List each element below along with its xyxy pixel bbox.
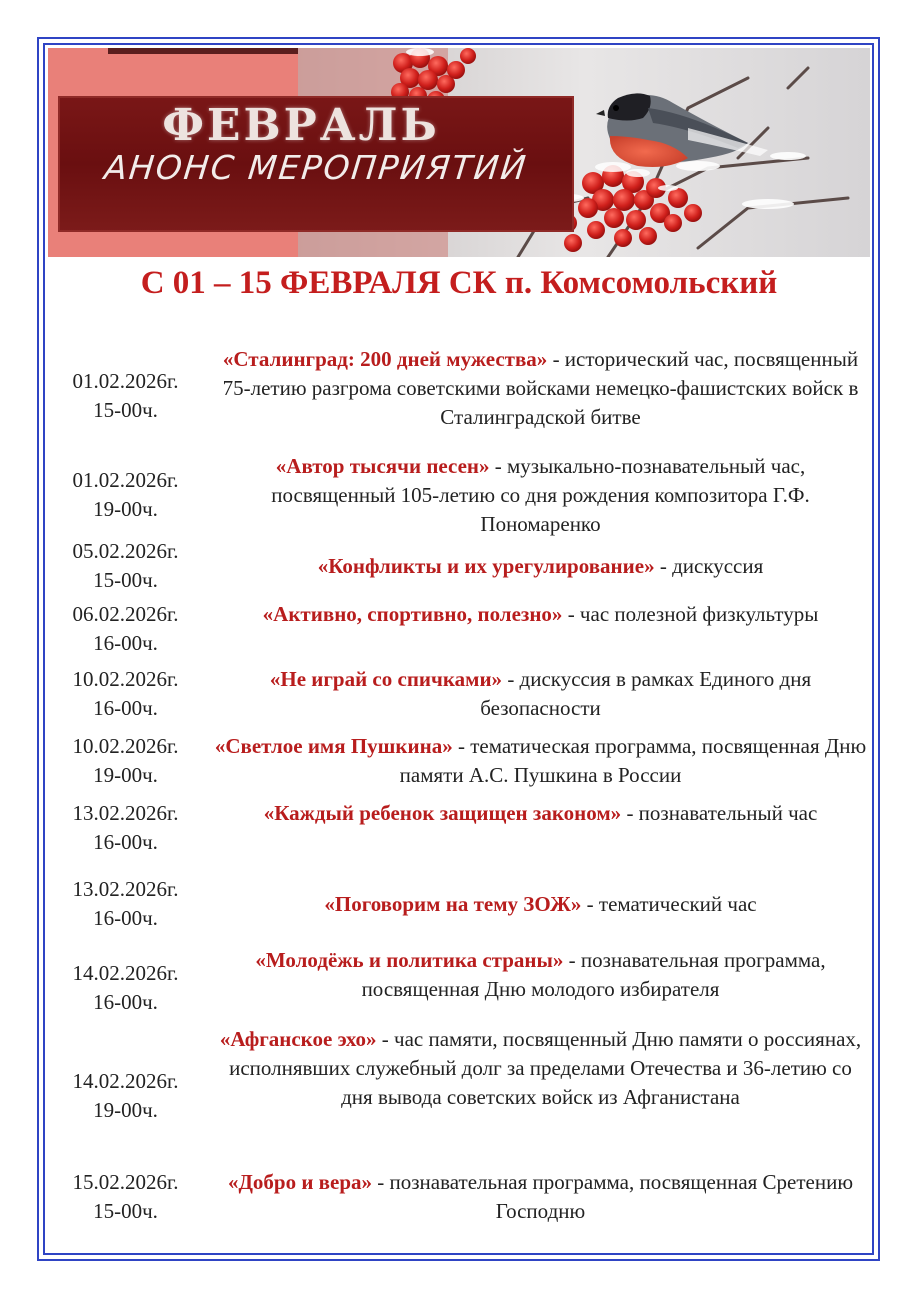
event-title: «Не играй со спичками» bbox=[269, 667, 503, 691]
event-text: - познавательная программа, посвященная Дню молодого избирателя bbox=[361, 948, 826, 1001]
event-description bbox=[213, 600, 868, 629]
event-time: 19-00ч. bbox=[93, 497, 158, 521]
event-text: - час памяти, посвященный Дню памяти о россиянах, исполнявших служебный долг за пределами Отечества и 36-летию со дня вывода советских войск из Афганистана bbox=[229, 1027, 862, 1109]
event-date: 10.02.2026г. bbox=[72, 734, 179, 758]
event-time: 15-00ч. bbox=[93, 568, 158, 592]
event-datetime bbox=[48, 1168, 203, 1226]
event-description bbox=[213, 799, 868, 828]
event-description bbox=[213, 345, 868, 432]
event-text: - тематический час bbox=[581, 892, 757, 916]
banner-title: ФЕВРАЛЬ bbox=[162, 100, 440, 151]
event-title: «Светлое имя Пушкина» bbox=[214, 734, 453, 758]
banner-subtitle: АНОНС МЕРОПРИЯТИЙ bbox=[102, 148, 530, 187]
event-date: 05.02.2026г. bbox=[72, 539, 179, 563]
event-text: - познавательный час bbox=[621, 801, 818, 825]
event-date: 06.02.2026г. bbox=[72, 602, 179, 626]
event-title: «Поговорим на тему ЗОЖ» bbox=[324, 892, 582, 916]
event-datetime bbox=[48, 1067, 203, 1125]
event-time: 15-00ч. bbox=[93, 398, 158, 422]
event-title: «Активно, спортивно, полезно» bbox=[262, 602, 563, 626]
event-description bbox=[213, 890, 868, 919]
event-title: «Конфликты и их урегулирование» bbox=[317, 554, 655, 578]
event-title: «Автор тысячи песен» bbox=[275, 454, 490, 478]
event-text: - тематическая программа, посвященная Дню памяти А.С. Пушкина в России bbox=[399, 734, 867, 787]
event-time: 16-00ч. bbox=[93, 906, 158, 930]
event-time: 19-00ч. bbox=[93, 1098, 158, 1122]
event-date: 14.02.2026г. bbox=[72, 961, 179, 985]
event-datetime bbox=[48, 959, 203, 1017]
event-date: 01.02.2026г. bbox=[72, 468, 179, 492]
event-text: - музыкально-познавательный час, посвященный 105-летию со дня рождения композитора Г.Ф. Пономаренко bbox=[271, 454, 810, 536]
event-description bbox=[213, 1168, 868, 1226]
event-datetime bbox=[48, 665, 203, 723]
banner bbox=[48, 48, 870, 257]
event-date: 10.02.2026г. bbox=[72, 667, 179, 691]
event-datetime bbox=[48, 466, 203, 524]
event-date: 13.02.2026г. bbox=[72, 877, 179, 901]
event-datetime bbox=[48, 875, 203, 933]
event-datetime bbox=[48, 799, 203, 857]
event-date: 15.02.2026г. bbox=[72, 1170, 179, 1194]
event-title: «Сталинград: 200 дней мужества» bbox=[222, 347, 548, 371]
event-time: 16-00ч. bbox=[93, 830, 158, 854]
event-datetime bbox=[48, 732, 203, 790]
event-title: «Каждый ребенок защищен законом» bbox=[263, 801, 622, 825]
event-description bbox=[213, 732, 868, 790]
event-text: - дискуссия bbox=[654, 554, 764, 578]
event-text: - дискуссия в рамках Единого дня безопасности bbox=[480, 667, 812, 720]
event-datetime bbox=[48, 537, 203, 595]
event-title: «Молодёжь и политика страны» bbox=[255, 948, 564, 972]
event-time: 16-00ч. bbox=[93, 631, 158, 655]
event-datetime bbox=[48, 600, 203, 658]
event-time: 16-00ч. bbox=[93, 696, 158, 720]
event-description bbox=[213, 552, 868, 581]
event-title: «Афганское эхо» bbox=[219, 1027, 377, 1051]
event-description bbox=[213, 1025, 868, 1112]
event-description bbox=[213, 665, 868, 723]
page-heading: С 01 – 15 ФЕВРАЛЯ СК п. Комсомольский bbox=[140, 265, 778, 301]
event-title: «Добро и вера» bbox=[227, 1170, 373, 1194]
event-date: 14.02.2026г. bbox=[72, 1069, 179, 1093]
event-date: 01.02.2026г. bbox=[72, 369, 179, 393]
event-date: 13.02.2026г. bbox=[72, 801, 179, 825]
event-time: 16-00ч. bbox=[93, 990, 158, 1014]
event-text: - познавательная программа, посвященная Сретению Господню bbox=[372, 1170, 854, 1223]
event-description bbox=[213, 452, 868, 539]
event-text: - час полезной физкультуры bbox=[562, 602, 819, 626]
event-text: - исторический час, посвященный 75-летию разгрома советскими войсками немецко-фашистских войск в Сталинградской битве bbox=[222, 347, 859, 429]
event-time: 19-00ч. bbox=[93, 763, 158, 787]
event-datetime bbox=[48, 367, 203, 425]
event-description bbox=[213, 946, 868, 1004]
event-time: 15-00ч. bbox=[93, 1199, 158, 1223]
